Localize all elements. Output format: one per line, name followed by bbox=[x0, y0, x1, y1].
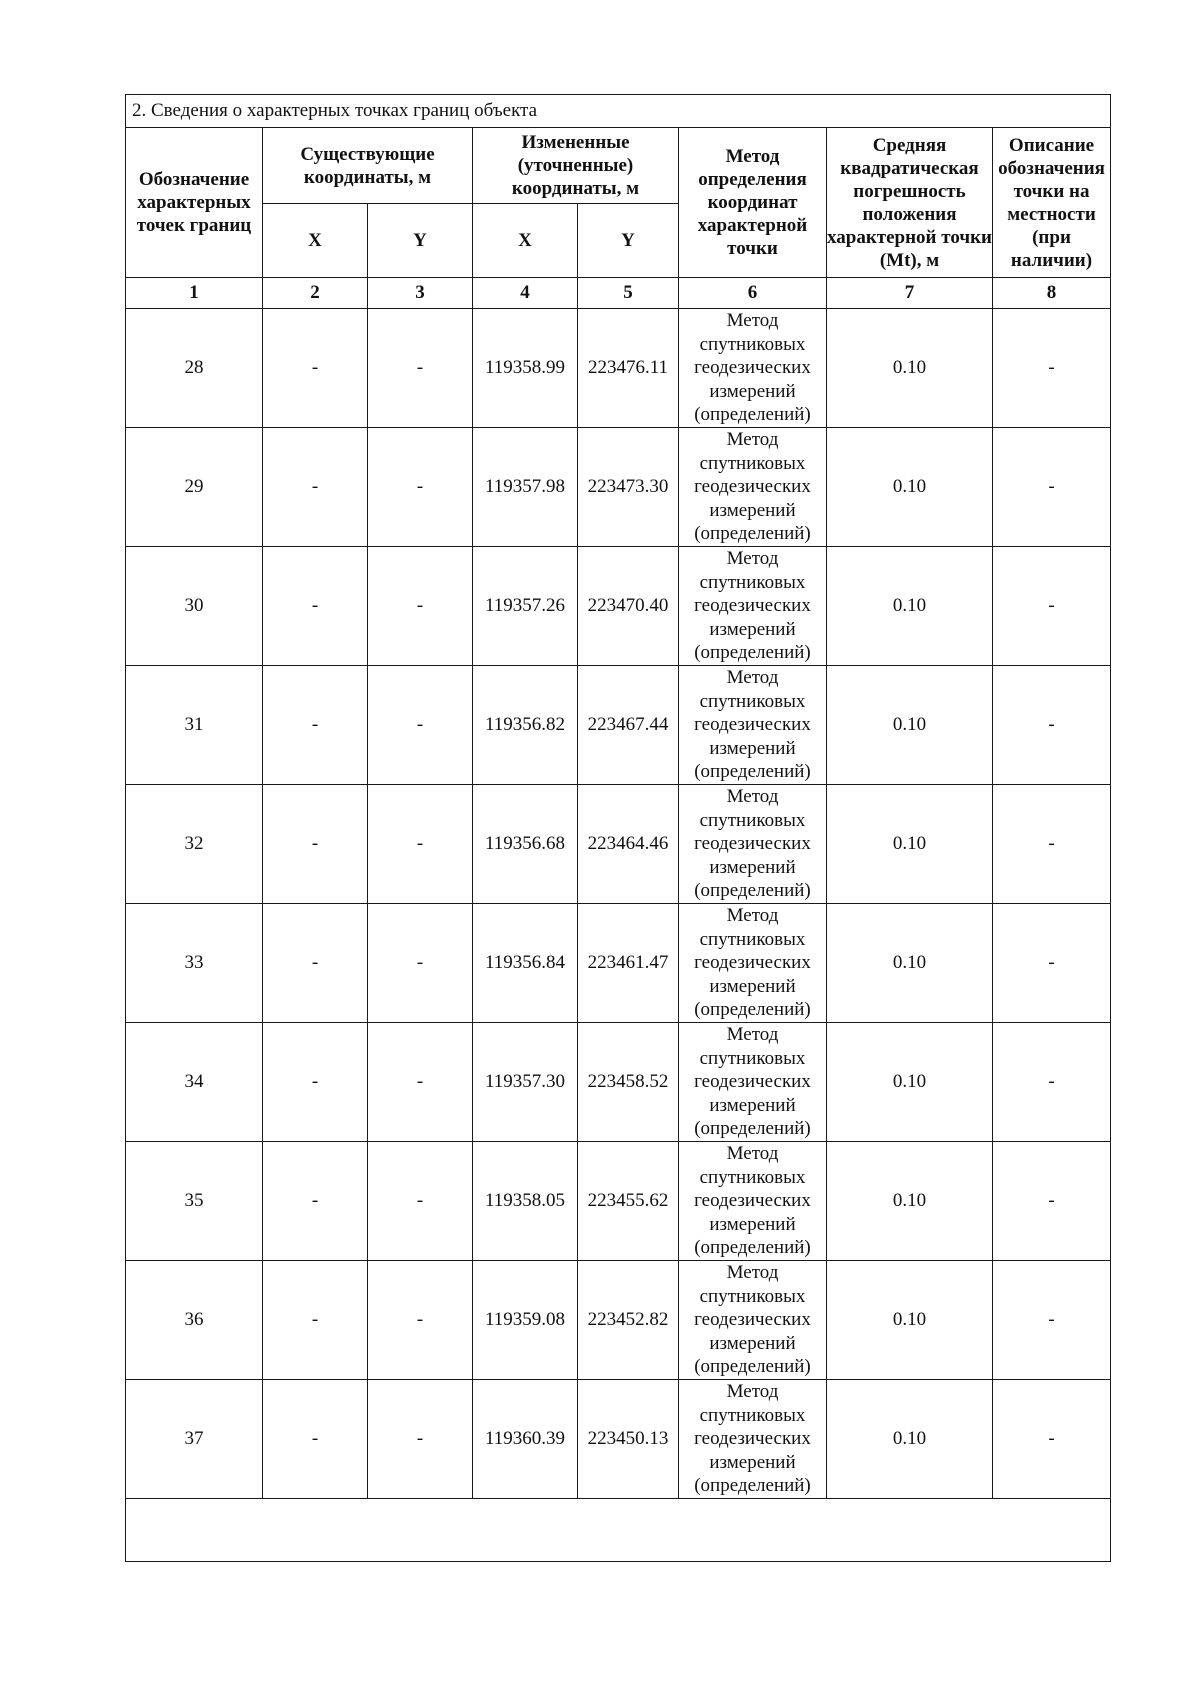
existing-y-cell: - bbox=[368, 1261, 473, 1380]
point-designation-cell: 31 bbox=[126, 666, 263, 785]
mean-error-cell: 0.10 bbox=[827, 1142, 993, 1261]
changed-x-cell: 119357.26 bbox=[473, 547, 578, 666]
mean-error-cell: 0.10 bbox=[827, 1380, 993, 1499]
point-designation-cell: 28 bbox=[126, 309, 263, 428]
existing-y-cell: - bbox=[368, 547, 473, 666]
existing-y-cell: - bbox=[368, 666, 473, 785]
mean-error-cell: 0.10 bbox=[827, 547, 993, 666]
existing-x-cell: - bbox=[263, 428, 368, 547]
changed-x-cell: 119359.08 bbox=[473, 1261, 578, 1380]
description-cell: - bbox=[993, 1261, 1111, 1380]
existing-x-cell: - bbox=[263, 666, 368, 785]
method-cell: Метод спутниковых геодезических измерений (определений) bbox=[679, 1142, 827, 1261]
mean-error-cell: 0.10 bbox=[827, 309, 993, 428]
changed-y-cell: 223455.62 bbox=[578, 1142, 679, 1261]
table-row bbox=[126, 666, 1111, 785]
existing-x-cell: - bbox=[263, 1023, 368, 1142]
column-number: 3 bbox=[368, 278, 473, 309]
description-cell: - bbox=[993, 666, 1111, 785]
column-number: 2 bbox=[263, 278, 368, 309]
changed-x-cell: 119357.30 bbox=[473, 1023, 578, 1142]
changed-y-cell: 223458.52 bbox=[578, 1023, 679, 1142]
method-cell: Метод спутниковых геодезических измерений (определений) bbox=[679, 547, 827, 666]
point-designation-cell: 36 bbox=[126, 1261, 263, 1380]
changed-x-cell: 119356.68 bbox=[473, 785, 578, 904]
table-row bbox=[126, 785, 1111, 904]
table-row bbox=[126, 904, 1111, 1023]
changed-x-cell: 119356.82 bbox=[473, 666, 578, 785]
point-designation-cell: 30 bbox=[126, 547, 263, 666]
header-method: Метод определения координат характерной точки bbox=[679, 128, 827, 278]
column-numbers-row bbox=[126, 278, 1111, 309]
changed-y-cell: 223461.47 bbox=[578, 904, 679, 1023]
existing-y-cell: - bbox=[368, 1142, 473, 1261]
method-cell: Метод спутниковых геодезических измерений (определений) bbox=[679, 1261, 827, 1380]
method-cell: Метод спутниковых геодезических измерений (определений) bbox=[679, 309, 827, 428]
point-designation-cell: 32 bbox=[126, 785, 263, 904]
changed-y-cell: 223450.13 bbox=[578, 1380, 679, 1499]
table-row bbox=[126, 309, 1111, 428]
table-row bbox=[126, 1023, 1111, 1142]
header-changed-coordinates: Измененные (уточненные) координаты, м bbox=[473, 128, 679, 204]
existing-y-cell: - bbox=[368, 785, 473, 904]
point-designation-cell: 33 bbox=[126, 904, 263, 1023]
existing-x-cell: - bbox=[263, 1142, 368, 1261]
changed-y-cell: 223464.46 bbox=[578, 785, 679, 904]
mean-error-cell: 0.10 bbox=[827, 1261, 993, 1380]
table-row bbox=[126, 1142, 1111, 1261]
changed-y-cell: 223473.30 bbox=[578, 428, 679, 547]
mean-error-cell: 0.10 bbox=[827, 666, 993, 785]
changed-y-cell: 223476.11 bbox=[578, 309, 679, 428]
existing-y-cell: - bbox=[368, 428, 473, 547]
column-number: 8 bbox=[993, 278, 1111, 309]
header-changed-x: X bbox=[473, 204, 578, 278]
mean-error-cell: 0.10 bbox=[827, 1023, 993, 1142]
method-cell: Метод спутниковых геодезических измерений (определений) bbox=[679, 1023, 827, 1142]
description-cell: - bbox=[993, 904, 1111, 1023]
mean-error-cell: 0.10 bbox=[827, 904, 993, 1023]
description-cell: - bbox=[993, 785, 1111, 904]
description-cell: - bbox=[993, 1380, 1111, 1499]
existing-x-cell: - bbox=[263, 785, 368, 904]
table-row bbox=[126, 428, 1111, 547]
column-number: 1 bbox=[126, 278, 263, 309]
point-designation-cell: 29 bbox=[126, 428, 263, 547]
mean-error-cell: 0.10 bbox=[827, 428, 993, 547]
description-cell: - bbox=[993, 309, 1111, 428]
changed-x-cell: 119360.39 bbox=[473, 1380, 578, 1499]
description-cell: - bbox=[993, 428, 1111, 547]
existing-x-cell: - bbox=[263, 1261, 368, 1380]
column-number: 5 bbox=[578, 278, 679, 309]
mean-error-cell: 0.10 bbox=[827, 785, 993, 904]
header-description: Описание обозначения точки на местности (при наличии) bbox=[993, 128, 1111, 278]
method-cell: Метод спутниковых геодезических измерений (определений) bbox=[679, 1380, 827, 1499]
empty-footer-cell bbox=[126, 1499, 1111, 1562]
header-existing-y: Y bbox=[368, 204, 473, 278]
description-cell: - bbox=[993, 1142, 1111, 1261]
table-row bbox=[126, 1261, 1111, 1380]
method-cell: Метод спутниковых геодезических измерений (определений) bbox=[679, 428, 827, 547]
header-mean-error: Средняя квадратическая погрешность положения характерной точки (Mt), м bbox=[827, 128, 993, 278]
existing-x-cell: - bbox=[263, 309, 368, 428]
column-number: 4 bbox=[473, 278, 578, 309]
point-designation-cell: 37 bbox=[126, 1380, 263, 1499]
boundary-points-table bbox=[125, 94, 1111, 1562]
changed-y-cell: 223467.44 bbox=[578, 666, 679, 785]
point-designation-cell: 34 bbox=[126, 1023, 263, 1142]
header-changed-y: Y bbox=[578, 204, 679, 278]
empty-footer-row bbox=[126, 1499, 1111, 1562]
table-row bbox=[126, 547, 1111, 666]
point-designation-cell: 35 bbox=[126, 1142, 263, 1261]
existing-y-cell: - bbox=[368, 1023, 473, 1142]
method-cell: Метод спутниковых геодезических измерений (определений) bbox=[679, 666, 827, 785]
description-cell: - bbox=[993, 547, 1111, 666]
column-number: 6 bbox=[679, 278, 827, 309]
section-title: 2. Сведения о характерных точках границ объекта bbox=[126, 95, 1111, 128]
existing-x-cell: - bbox=[263, 904, 368, 1023]
header-point-designation: Обозначение характерных точек границ bbox=[126, 128, 263, 278]
changed-x-cell: 119358.05 bbox=[473, 1142, 578, 1261]
method-cell: Метод спутниковых геодезических измерений (определений) bbox=[679, 785, 827, 904]
changed-x-cell: 119357.98 bbox=[473, 428, 578, 547]
changed-x-cell: 119356.84 bbox=[473, 904, 578, 1023]
existing-y-cell: - bbox=[368, 309, 473, 428]
existing-x-cell: - bbox=[263, 1380, 368, 1499]
header-existing-coordinates: Существующие координаты, м bbox=[263, 128, 473, 204]
changed-y-cell: 223452.82 bbox=[578, 1261, 679, 1380]
changed-x-cell: 119358.99 bbox=[473, 309, 578, 428]
existing-y-cell: - bbox=[368, 1380, 473, 1499]
description-cell: - bbox=[993, 1023, 1111, 1142]
changed-y-cell: 223470.40 bbox=[578, 547, 679, 666]
existing-x-cell: - bbox=[263, 547, 368, 666]
header-existing-x: X bbox=[263, 204, 368, 278]
method-cell: Метод спутниковых геодезических измерений (определений) bbox=[679, 904, 827, 1023]
table-row bbox=[126, 1380, 1111, 1499]
document-sheet bbox=[125, 94, 1110, 1562]
column-number: 7 bbox=[827, 278, 993, 309]
existing-y-cell: - bbox=[368, 904, 473, 1023]
